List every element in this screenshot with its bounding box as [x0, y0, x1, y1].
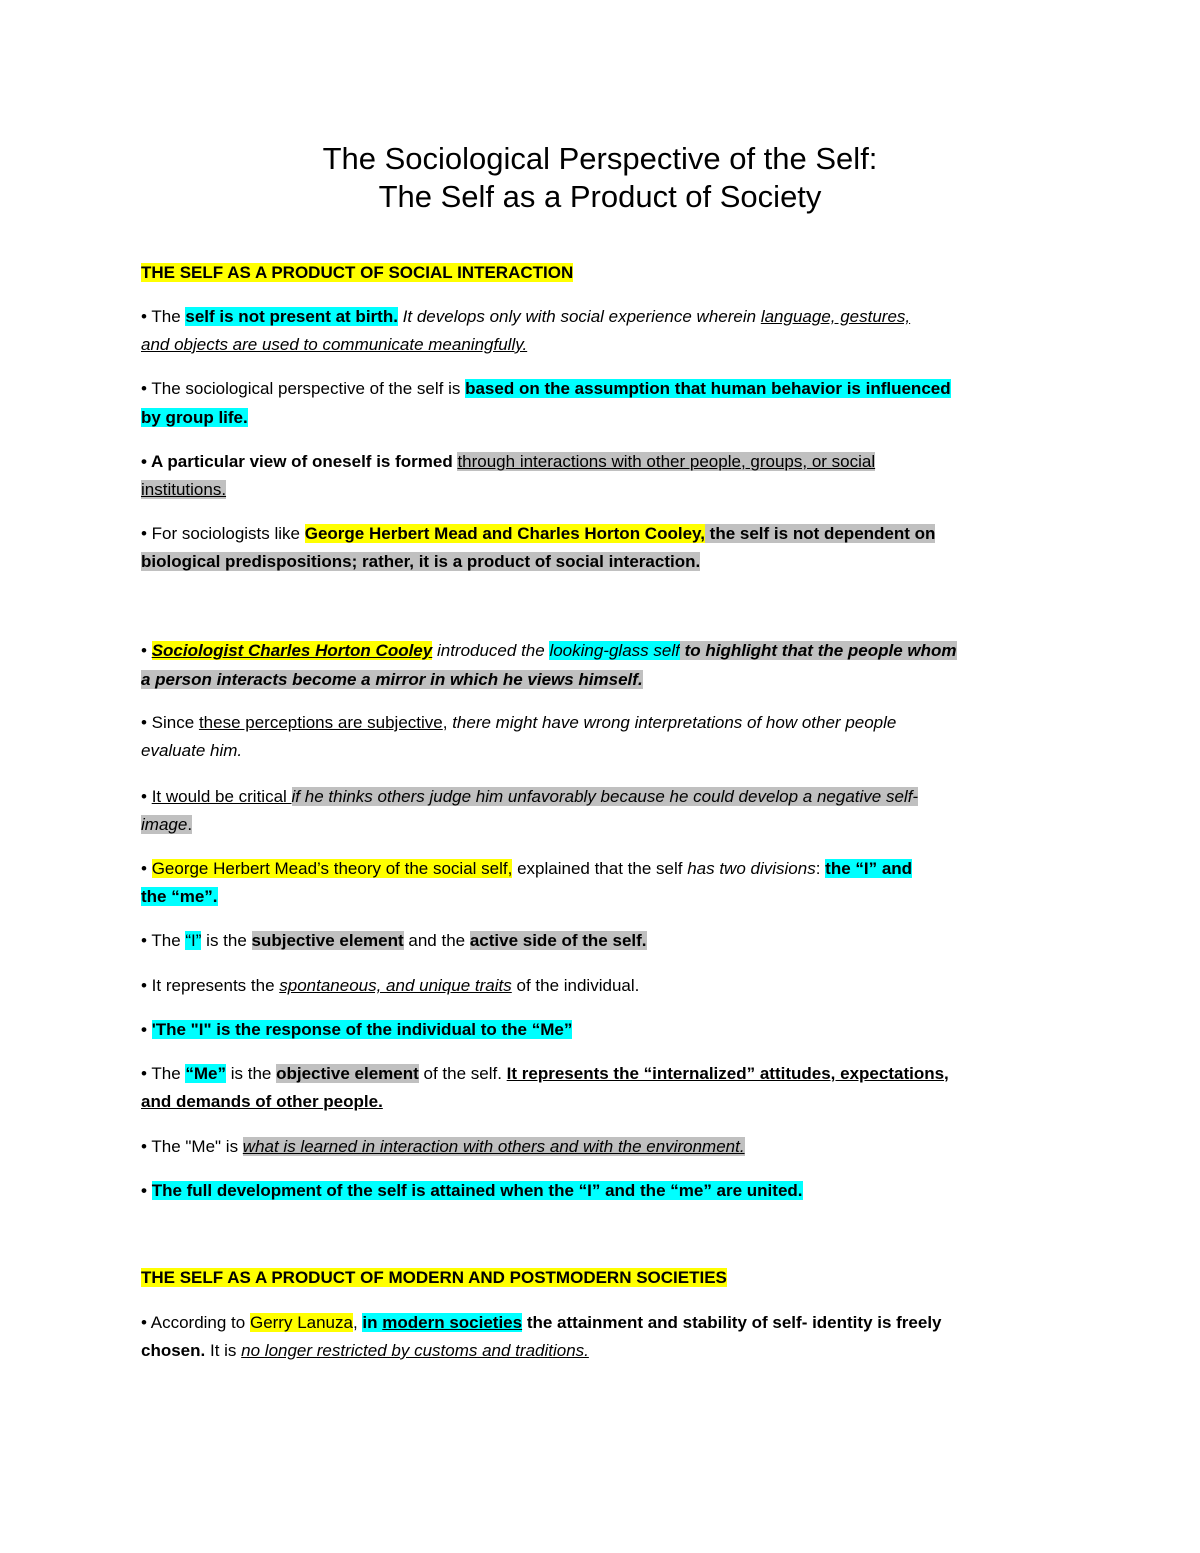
- bullet-mead-theory-cont: the “me”.: [141, 887, 218, 906]
- bullet-perceptions-subjective: • Since these perceptions are subjective, there might have wrong interpretations of how other people: [141, 713, 897, 732]
- bullet-particular-view-cont: institutions.: [141, 480, 227, 499]
- bullet-self-not-present: • The self is not present at birth. It develops only with social experience wherein language, gestures,: [141, 307, 911, 326]
- section-heading-modern-societies: THE SELF AS A PRODUCT OF MODERN AND POSTMODERN SOCIETIES: [141, 1268, 727, 1287]
- bullet-spontaneous: • It represents the spontaneous, and unique traits of the individual.: [141, 976, 640, 995]
- bullet-i-response: • 'The "I" is the response of the individual to the “Me”: [141, 1020, 573, 1039]
- bullet-perceptions-subjective-cont: evaluate him.: [141, 741, 243, 760]
- title-line-1: The Sociological Perspective of the Self:: [322, 141, 878, 176]
- bullet-cooley-looking-glass-cont: a person interacts become a mirror in which he views himself.: [141, 670, 643, 689]
- bullet-particular-view: • A particular view of oneself is formed through interactions with other people, groups, or social: [141, 452, 876, 471]
- bullet-me-learned: • The "Me" is what is learned in interaction with others and with the environment.: [141, 1137, 745, 1156]
- bullet-mead-theory: • George Herbert Mead’s theory of the social self, explained that the self has two divisions: the “I” and: [141, 859, 913, 878]
- bullet-sociologists: • For sociologists like George Herbert Mead and Charles Horton Cooley, the self is not dependent on: [141, 524, 936, 543]
- bullet-self-not-present-cont: and objects are used to communicate meaningfully.: [141, 335, 528, 354]
- bullet-full-development: • The full development of the self is attained when the “I” and the “me” are united.: [141, 1181, 803, 1200]
- bullet-cooley-looking-glass: • Sociologist Charles Horton Cooley introduced the looking-glass self to highlight that the people whom: [141, 641, 957, 660]
- title-line-2: The Self as a Product of Society: [378, 179, 822, 214]
- bullet-me-objective: • The “Me” is the objective element of the self. It represents the “internalized” attitudes, expectations,: [141, 1064, 949, 1083]
- bullet-sociological-perspective-cont: by group life.: [141, 408, 248, 427]
- bullet-lanuza-cont: chosen. It is no longer restricted by customs and traditions.: [141, 1341, 589, 1360]
- section-heading-social-interaction: THE SELF AS A PRODUCT OF SOCIAL INTERACTION: [141, 263, 574, 282]
- bullet-sociological-perspective: • The sociological perspective of the self is based on the assumption that human behavior is influenced: [141, 379, 951, 398]
- bullet-me-objective-cont: and demands of other people.: [141, 1092, 383, 1111]
- bullet-sociologists-cont: biological predispositions; rather, it is a product of social interaction.: [141, 552, 701, 571]
- bullet-critical: • It would be critical if he thinks others judge him unfavorably because he could develop a negative self-: [141, 787, 919, 806]
- document-title: [0, 140, 1200, 216]
- bullet-i-subjective: • The “I” is the subjective element and the active side of the self.: [141, 931, 647, 950]
- bullet-lanuza: • According to Gerry Lanuza, in modern societies the attainment and stability of self- identity is freely: [141, 1313, 942, 1332]
- bullet-critical-cont: image.: [141, 815, 193, 834]
